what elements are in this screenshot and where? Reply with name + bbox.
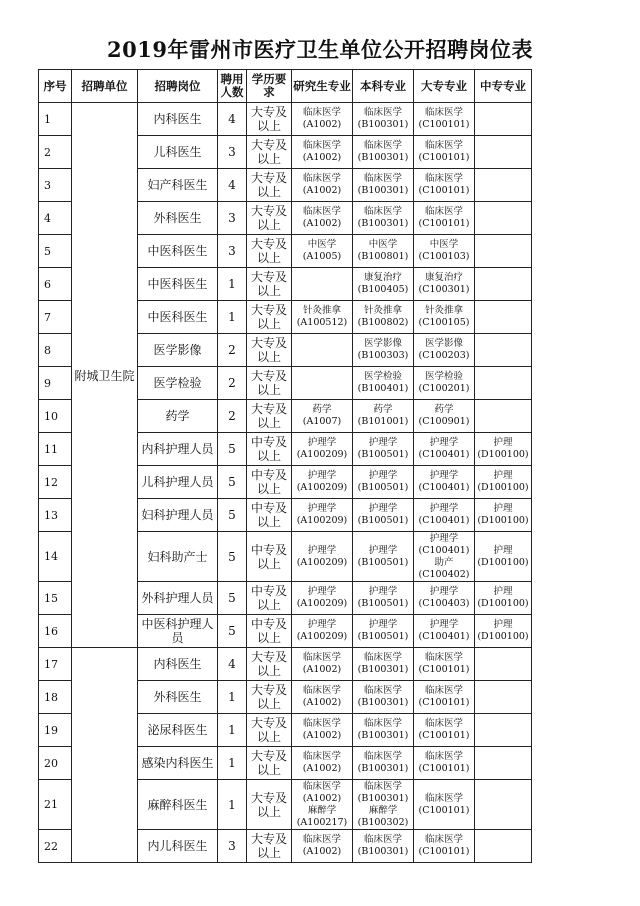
vocational-major-cell [475, 136, 532, 169]
education-cell: 大专及以上 [247, 235, 292, 268]
college-major-cell: 药学 (C100901) [414, 400, 475, 433]
row-index: 17 [39, 648, 72, 681]
vocational-major-cell [475, 169, 532, 202]
graduate-major-cell: 临床医学 (A1002) [292, 714, 353, 747]
education-cell: 大专及以上 [247, 830, 292, 863]
vocational-major-cell: 护理 (D100100) [475, 582, 532, 615]
row-index: 3 [39, 169, 72, 202]
row-index: 4 [39, 202, 72, 235]
graduate-major-cell: 临床医学 (A1002) 麻醉学 (A100217) [292, 780, 353, 830]
row-index: 18 [39, 681, 72, 714]
vocational-major-cell: 护理 (D100100) [475, 499, 532, 532]
graduate-major-cell: 临床医学 (A1002) [292, 103, 353, 136]
graduate-major-cell [292, 268, 353, 301]
position-cell: 医学影像 [138, 334, 218, 367]
college-major-cell: 康复治疗 (C100301) [414, 268, 475, 301]
college-major-cell: 护理学 (C100401) 助产 (C100402) [414, 532, 475, 582]
graduate-major-cell: 针灸推拿 (A100512) [292, 301, 353, 334]
header-graduate-major: 研究生专业 [292, 70, 353, 103]
college-major-cell: 医学检验 (C100201) [414, 367, 475, 400]
table-body [39, 103, 532, 863]
row-index: 16 [39, 615, 72, 648]
count-cell: 2 [218, 400, 247, 433]
count-cell: 4 [218, 169, 247, 202]
count-cell: 5 [218, 582, 247, 615]
vocational-major-cell [475, 400, 532, 433]
vocational-major-cell [475, 681, 532, 714]
education-cell: 中专及以上 [247, 615, 292, 648]
bachelor-major-cell: 临床医学 (B100301) [353, 714, 414, 747]
vocational-major-cell [475, 268, 532, 301]
position-cell: 内儿科医生 [138, 830, 218, 863]
count-cell: 1 [218, 268, 247, 301]
position-cell: 内科护理人员 [138, 433, 218, 466]
college-major-cell: 护理学 (C100401) [414, 615, 475, 648]
college-major-cell: 医学影像 (C100203) [414, 334, 475, 367]
count-cell: 4 [218, 648, 247, 681]
count-cell: 5 [218, 499, 247, 532]
row-index: 9 [39, 367, 72, 400]
header-unit: 招聘单位 [72, 70, 138, 103]
education-cell: 大专及以上 [247, 103, 292, 136]
position-cell: 儿科医生 [138, 136, 218, 169]
college-major-cell: 护理学 (C100401) [414, 433, 475, 466]
bachelor-major-cell: 护理学 (B100501) [353, 582, 414, 615]
bachelor-major-cell: 临床医学 (B100301) [353, 202, 414, 235]
position-cell: 中医科医生 [138, 235, 218, 268]
college-major-cell: 临床医学 (C100101) [414, 202, 475, 235]
row-index: 7 [39, 301, 72, 334]
bachelor-major-cell: 临床医学 (B100301) [353, 648, 414, 681]
bachelor-major-cell: 临床医学 (B100301) [353, 681, 414, 714]
recruitment-table [38, 69, 532, 863]
position-cell: 麻醉科医生 [138, 780, 218, 830]
vocational-major-cell: 护理 (D100100) [475, 532, 532, 582]
college-major-cell: 临床医学 (C100101) [414, 780, 475, 830]
header-education: 学历要求 [247, 70, 292, 103]
college-major-cell: 临床医学 (C100101) [414, 136, 475, 169]
count-cell: 5 [218, 466, 247, 499]
position-cell: 妇产科医生 [138, 169, 218, 202]
education-cell: 大专及以上 [247, 747, 292, 780]
count-cell: 3 [218, 136, 247, 169]
education-cell: 大专及以上 [247, 400, 292, 433]
table-row [39, 103, 532, 136]
table-row [39, 648, 532, 681]
bachelor-major-cell: 临床医学 (B100301) [353, 103, 414, 136]
education-cell: 大专及以上 [247, 169, 292, 202]
position-cell: 中医科护理人员 [138, 615, 218, 648]
graduate-major-cell: 临床医学 (A1002) [292, 830, 353, 863]
vocational-major-cell [475, 301, 532, 334]
graduate-major-cell [292, 367, 353, 400]
bachelor-major-cell: 临床医学 (B100301) [353, 747, 414, 780]
graduate-major-cell: 临床医学 (A1002) [292, 681, 353, 714]
page-title: 2019年雷州市医疗卫生单位公开招聘岗位表 [107, 37, 533, 62]
graduate-major-cell: 护理学 (A100209) [292, 499, 353, 532]
graduate-major-cell [292, 334, 353, 367]
vocational-major-cell [475, 103, 532, 136]
education-cell: 中专及以上 [247, 499, 292, 532]
count-cell: 1 [218, 780, 247, 830]
count-cell: 2 [218, 334, 247, 367]
bachelor-major-cell: 护理学 (B100501) [353, 499, 414, 532]
graduate-major-cell: 护理学 (A100209) [292, 532, 353, 582]
college-major-cell: 临床医学 (C100101) [414, 747, 475, 780]
count-cell: 2 [218, 367, 247, 400]
row-index: 12 [39, 466, 72, 499]
college-major-cell: 临床医学 (C100101) [414, 681, 475, 714]
row-index: 14 [39, 532, 72, 582]
education-cell: 大专及以上 [247, 334, 292, 367]
count-cell: 3 [218, 830, 247, 863]
bachelor-major-cell: 医学影像 (B100303) [353, 334, 414, 367]
bachelor-major-cell: 护理学 (B100501) [353, 433, 414, 466]
education-cell: 大专及以上 [247, 714, 292, 747]
count-cell: 4 [218, 103, 247, 136]
vocational-major-cell: 护理 (D100100) [475, 466, 532, 499]
position-cell: 中医科医生 [138, 268, 218, 301]
position-cell: 医学检验 [138, 367, 218, 400]
college-major-cell: 护理学 (C100401) [414, 466, 475, 499]
table-header-row [39, 70, 532, 103]
row-index: 11 [39, 433, 72, 466]
count-cell: 1 [218, 681, 247, 714]
position-cell: 妇科护理人员 [138, 499, 218, 532]
row-index: 22 [39, 830, 72, 863]
count-cell: 3 [218, 202, 247, 235]
row-index: 21 [39, 780, 72, 830]
position-cell: 内科医生 [138, 103, 218, 136]
position-cell: 外科医生 [138, 202, 218, 235]
bachelor-major-cell: 临床医学 (B100301) [353, 169, 414, 202]
education-cell: 中专及以上 [247, 433, 292, 466]
education-cell: 大专及以上 [247, 136, 292, 169]
graduate-major-cell: 临床医学 (A1002) [292, 136, 353, 169]
education-cell: 大专及以上 [247, 648, 292, 681]
vocational-major-cell [475, 235, 532, 268]
graduate-major-cell: 护理学 (A100209) [292, 466, 353, 499]
graduate-major-cell: 临床医学 (A1002) [292, 648, 353, 681]
bachelor-major-cell: 医学检验 (B100401) [353, 367, 414, 400]
count-cell: 1 [218, 301, 247, 334]
graduate-major-cell: 中医学 (A1005) [292, 235, 353, 268]
education-cell: 中专及以上 [247, 532, 292, 582]
education-cell: 大专及以上 [247, 780, 292, 830]
bachelor-major-cell: 针灸推拿 (B100802) [353, 301, 414, 334]
position-cell: 妇科助产士 [138, 532, 218, 582]
vocational-major-cell [475, 747, 532, 780]
unit-cell: 附城卫生院 [72, 103, 138, 648]
header-college-major: 大专专业 [414, 70, 475, 103]
count-cell: 1 [218, 747, 247, 780]
college-major-cell: 护理学 (C100403) [414, 582, 475, 615]
education-cell: 中专及以上 [247, 466, 292, 499]
row-index: 19 [39, 714, 72, 747]
header-index: 序号 [39, 70, 72, 103]
header-bachelor-major: 本科专业 [353, 70, 414, 103]
college-major-cell: 中医学 (C100103) [414, 235, 475, 268]
graduate-major-cell: 护理学 (A100209) [292, 615, 353, 648]
position-cell: 中医科医生 [138, 301, 218, 334]
vocational-major-cell: 护理 (D100100) [475, 615, 532, 648]
college-major-cell: 临床医学 (C100101) [414, 714, 475, 747]
bachelor-major-cell: 康复治疗 (B100405) [353, 268, 414, 301]
count-cell: 1 [218, 714, 247, 747]
graduate-major-cell: 临床医学 (A1002) [292, 202, 353, 235]
position-cell: 外科护理人员 [138, 582, 218, 615]
education-cell: 大专及以上 [247, 681, 292, 714]
bachelor-major-cell: 药学 (B101001) [353, 400, 414, 433]
education-cell: 大专及以上 [247, 202, 292, 235]
row-index: 2 [39, 136, 72, 169]
row-index: 13 [39, 499, 72, 532]
position-cell: 泌尿科医生 [138, 714, 218, 747]
bachelor-major-cell: 中医学 (B100801) [353, 235, 414, 268]
header-vocational-major: 中专专业 [475, 70, 532, 103]
header-position: 招聘岗位 [138, 70, 218, 103]
graduate-major-cell: 护理学 (A100209) [292, 433, 353, 466]
vocational-major-cell [475, 830, 532, 863]
unit-cell-empty [72, 648, 138, 863]
count-cell: 5 [218, 615, 247, 648]
college-major-cell: 临床医学 (C100101) [414, 830, 475, 863]
graduate-major-cell: 临床医学 (A1002) [292, 169, 353, 202]
row-index: 5 [39, 235, 72, 268]
position-cell: 内科医生 [138, 648, 218, 681]
education-cell: 大专及以上 [247, 367, 292, 400]
bachelor-major-cell: 临床医学 (B100301) 麻醉学 (B100302) [353, 780, 414, 830]
position-cell: 药学 [138, 400, 218, 433]
vocational-major-cell [475, 202, 532, 235]
graduate-major-cell: 药学 (A1007) [292, 400, 353, 433]
bachelor-major-cell: 临床医学 (B100301) [353, 830, 414, 863]
college-major-cell: 临床医学 (C100101) [414, 648, 475, 681]
graduate-major-cell: 护理学 (A100209) [292, 582, 353, 615]
count-cell: 5 [218, 532, 247, 582]
college-major-cell: 临床医学 (C100101) [414, 103, 475, 136]
count-cell: 3 [218, 235, 247, 268]
vocational-major-cell [475, 780, 532, 830]
vocational-major-cell [475, 367, 532, 400]
bachelor-major-cell: 护理学 (B100501) [353, 615, 414, 648]
position-cell: 外科医生 [138, 681, 218, 714]
position-cell: 儿科护理人员 [138, 466, 218, 499]
education-cell: 中专及以上 [247, 582, 292, 615]
bachelor-major-cell: 护理学 (B100501) [353, 466, 414, 499]
bachelor-major-cell: 护理学 (B100501) [353, 532, 414, 582]
row-index: 8 [39, 334, 72, 367]
bachelor-major-cell: 临床医学 (B100301) [353, 136, 414, 169]
position-cell: 感染内科医生 [138, 747, 218, 780]
row-index: 1 [39, 103, 72, 136]
row-index: 10 [39, 400, 72, 433]
row-index: 6 [39, 268, 72, 301]
vocational-major-cell [475, 334, 532, 367]
education-cell: 大专及以上 [247, 268, 292, 301]
count-cell: 5 [218, 433, 247, 466]
college-major-cell: 护理学 (C100401) [414, 499, 475, 532]
vocational-major-cell [475, 714, 532, 747]
college-major-cell: 临床医学 (C100101) [414, 169, 475, 202]
vocational-major-cell: 护理 (D100100) [475, 433, 532, 466]
header-count: 聘用人数 [218, 70, 247, 103]
vocational-major-cell [475, 648, 532, 681]
college-major-cell: 针灸推拿 (C100105) [414, 301, 475, 334]
row-index: 15 [39, 582, 72, 615]
row-index: 20 [39, 747, 72, 780]
education-cell: 大专及以上 [247, 301, 292, 334]
graduate-major-cell: 临床医学 (A1002) [292, 747, 353, 780]
